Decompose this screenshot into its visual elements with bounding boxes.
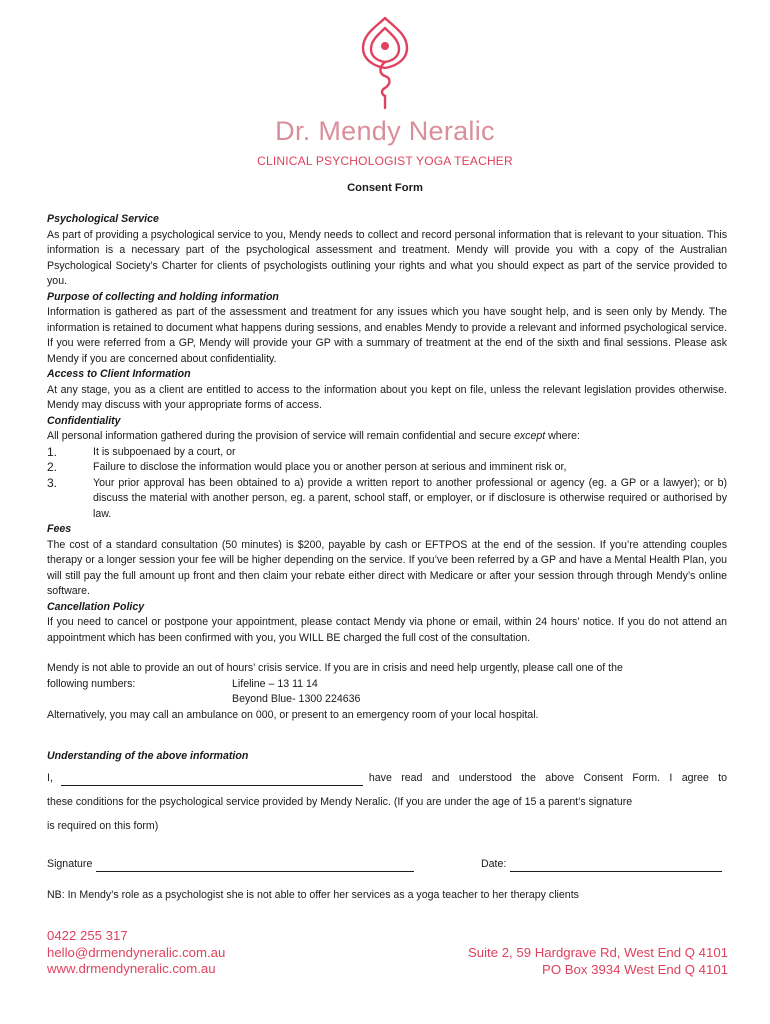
list-text: Failure to disclose the information would place you or another person at serious and imminent risk or, — [93, 461, 567, 473]
website-link[interactable]: www.drmendyneralic.com.au — [47, 961, 216, 976]
crisis-beyond-blue: Beyond Blue- 1300 224636 — [232, 693, 361, 705]
phone-link[interactable]: 0422 255 317 — [47, 928, 128, 943]
section-text: The cost of a standard consultation (50 minutes) is $200, payable by cash or EFTPOS at the end of the session. If you’re attending couples therapy or a longer session your fee will be higher depending on the service. If you’ve been referred by a GP and have a Mental Health Plan, you will still pay the full amount up front and then claim your rebate either direct with Medicare or after your session through through Mendy’s online software. — [47, 538, 727, 597]
po-box: PO Box 3934 West End Q 4101 — [542, 961, 728, 977]
document-title: Consent Form — [347, 182, 423, 194]
list-text: It is subpoenaed by a court, or — [93, 445, 236, 458]
list-text: Your prior approval has been obtained to a) provide a written report to another professional or agency (eg. a GP or a lawyer); or b) discuss the material with another person, eg. a parent, school staff, or employer, or if disclosure is otherwise required or authorised by law. — [93, 476, 727, 520]
section-text: At any stage, you as a client are entitled to access to the information about you kept on file, unless the relevant legislation provides otherwise. Mendy may discuss with your appropriate forms of access. — [47, 383, 727, 411]
section-heading: Fees — [47, 523, 72, 535]
signature-field[interactable] — [96, 860, 414, 872]
crisis-numbers — [47, 677, 727, 693]
date-row — [481, 857, 722, 872]
text-fragment: All personal information gathered during the provision of service will remain confidential and secure — [47, 430, 514, 442]
text-fragment: where: — [545, 430, 580, 442]
street-address: Suite 2, 59 Hardgrave Rd, West End Q 4101 — [468, 945, 728, 960]
list-item — [47, 445, 727, 461]
date-label: Date: — [481, 858, 507, 870]
agreement-line — [47, 771, 727, 786]
list-item — [47, 460, 727, 476]
contact-block — [47, 928, 225, 978]
list-number: 1. — [47, 444, 58, 459]
email-link[interactable]: hello@drmendyneralic.com.au — [47, 944, 226, 960]
agreement-prefix: I, — [47, 772, 53, 784]
section-text — [47, 429, 727, 445]
name-field[interactable] — [61, 774, 363, 786]
agreement-suffix: have read and understood the above Consent Form. I agree to — [368, 772, 727, 784]
address-block — [468, 945, 728, 978]
crisis-lifeline: Lifeline – 13 11 14 — [232, 677, 318, 690]
text-emphasis: except — [513, 430, 546, 442]
agreement-text: these conditions for the psychological service provided by Mendy Neralic. (If you are under the age of 15 a parent’s signature — [47, 796, 633, 808]
list-number: 2. — [47, 460, 58, 474]
section-heading: Psychological Service — [47, 213, 159, 225]
section-text: As part of providing a psychological service to you, Mendy needs to collect and record personal information that is relevant to your situation. This information is a necessary part of the psychological assessment and treatment. Mendy will provide you with a copy of the Australian Psychological Society’s Charter for clients of psychologists outlining your rights and what you should expect as part of the service provided to you. — [47, 228, 727, 287]
crisis-alternative: Alternatively, you may call an ambulance on 000, or present to an emergency room of your local hospital. — [47, 708, 539, 721]
crisis-intro: Mendy is not able to provide an out of hours’ crisis service. If you are in crisis and need help urgently, please call one of the — [47, 662, 623, 674]
crisis-label: following numbers: — [47, 677, 136, 690]
section-heading: Cancellation Policy — [47, 600, 145, 613]
confidentiality-list — [47, 445, 727, 523]
document-body — [47, 212, 727, 723]
section-text: Information is gathered as part of the assessment and treatment for any issues which you have sought help, and is seen only by Mendy. The information is retained to document what happens during sessions, and enables Mendy to provide a relevant and informed psychological service. If you were referred from a GP, Mendy will provide your GP with a summary of treatment at the end of the sixth and final sessions. Please ask Mendy if you are concerned about confidentiality. — [47, 306, 727, 365]
understanding-heading: Understanding of the above information — [47, 750, 249, 762]
date-field[interactable] — [510, 860, 722, 872]
section-heading: Purpose of collecting and holding information — [47, 290, 279, 303]
list-number: 3. — [47, 475, 58, 490]
brand-subtitle: CLINICAL PSYCHOLOGIST YOGA TEACHER — [257, 154, 513, 168]
signature-row — [47, 857, 414, 872]
section-heading: Confidentiality — [47, 414, 121, 427]
section-text: If you need to cancel or postpone your appointment, please contact Mendy via phone or email, within 24 hours’ notice. If you do not attend an appointment which has been confirmed with you, you WILL BE charged the full cost of the consultation. — [47, 616, 727, 644]
agreement-text: is required on this form) — [47, 820, 159, 832]
brand-name: Dr. Mendy Neralic — [275, 116, 495, 146]
signature-label: Signature — [47, 858, 93, 870]
list-item — [47, 476, 727, 523]
lotus-figure-icon — [355, 12, 415, 112]
nb-note: NB: In Mendy’s role as a psychologist she is not able to offer her services as a yoga teacher to her therapy clients — [47, 889, 579, 901]
crisis-numbers-row2 — [47, 692, 727, 708]
section-heading: Access to Client Information — [47, 368, 191, 380]
